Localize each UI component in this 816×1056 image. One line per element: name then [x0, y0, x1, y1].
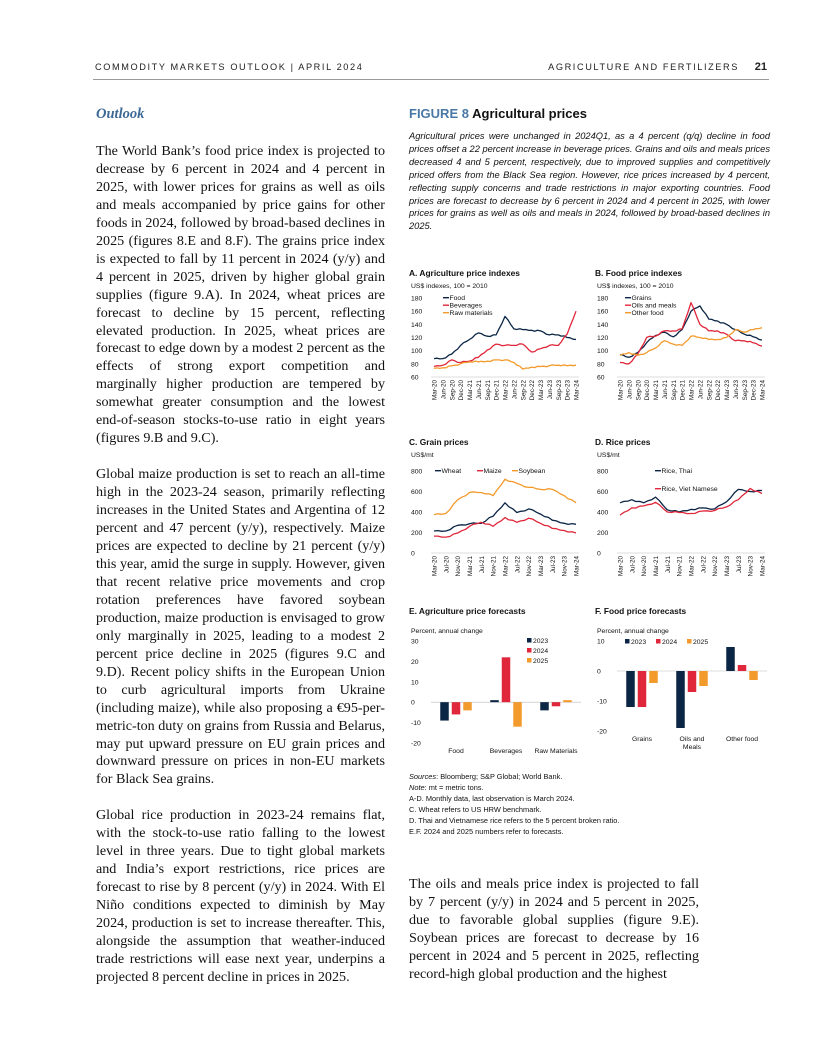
chart-title: A. Agriculture price indexes — [409, 268, 520, 278]
y-axis-label: US$ indexes, 100 = 2010 — [411, 283, 488, 290]
x-tick-label: Mar-23 — [724, 380, 731, 400]
line-chart-grain-prices — [409, 447, 589, 597]
figure-notes — [409, 771, 770, 837]
figure-title-text: Agricultural prices — [472, 106, 587, 121]
chart-title: D. Rice prices — [595, 437, 651, 447]
x-tick-label: Mar-24 — [573, 380, 581, 400]
x-tick-label: Jul-23 — [549, 556, 557, 574]
legend-label: Beverages — [449, 302, 482, 310]
y-tick-label: 180 — [597, 295, 609, 303]
x-tick-label: Jun-22 — [697, 380, 705, 400]
legend-swatch — [527, 638, 532, 643]
y-tick-label: 800 — [411, 468, 423, 476]
y-tick-label: -20 — [597, 728, 607, 736]
running-header — [95, 62, 767, 78]
x-tick-label: Sep-20 — [449, 380, 457, 401]
x-tick-label: Jul-22 — [700, 556, 708, 574]
x-tick-label: Nov-23 — [561, 556, 569, 577]
legend-label: Wheat — [441, 468, 462, 475]
x-tick-label: Sep-23 — [555, 380, 563, 401]
y-tick-label: 80 — [597, 361, 605, 369]
x-tick-label: Dec-21 — [679, 380, 687, 401]
y-tick-label: 600 — [597, 489, 609, 496]
note-line: C. Wheat refers to US HRW benchmark. — [409, 805, 542, 814]
bar — [513, 702, 522, 726]
category-label: Raw Materials — [534, 748, 578, 755]
chart-title: C. Grain prices — [409, 437, 469, 447]
series-line — [620, 328, 762, 356]
line-chart-rice-prices — [595, 447, 775, 597]
series-line — [434, 479, 576, 514]
publication-title: COMMODITY MARKETS OUTLOOK | APRIL 2024 — [95, 62, 364, 72]
x-tick-label: Mar-22 — [502, 556, 510, 576]
bar — [638, 671, 647, 707]
x-tick-label: Mar-20 — [617, 380, 625, 400]
x-tick-label: Mar-22 — [502, 380, 510, 400]
y-axis-label: Percent, annual change — [597, 628, 669, 635]
legend-swatch — [527, 658, 532, 663]
figure-block — [409, 106, 770, 233]
y-tick-label: 0 — [597, 668, 601, 676]
chart-title: F. Food price forecasts — [595, 606, 687, 616]
legend-label: Maize — [483, 468, 502, 475]
x-tick-label: Jul-20 — [629, 556, 637, 574]
y-tick-label: 10 — [597, 638, 605, 646]
right-body-text — [409, 876, 699, 1002]
bar — [699, 671, 708, 686]
x-tick-label: Mar-22 — [688, 380, 696, 400]
x-tick-label: Jun-23 — [546, 380, 554, 400]
y-tick-label: 0 — [597, 550, 601, 558]
x-tick-label: Sep-21 — [484, 380, 492, 401]
bar — [649, 671, 658, 683]
header-divider — [93, 79, 769, 80]
x-tick-label: Dec-21 — [493, 380, 501, 401]
figure-caption: Agricultural prices were unchanged in 2024Q1, as a 4 percent (q/q) decline in food prices offset a 22 percent increase in beverage prices. Grains and oils and meals prices decreased 4 and 5 percent, respectively, due to improved supplies and competitively priced offers from the Black Sea region. However, rice prices increased by 4 percent, reflecting supply concerns and trade restrictions in major exporting countries. Food prices are forecast to decrease by 6 percent in 2024 and 4 percent in 2025, with lower prices for grains as well as oils and meals in 2024, followed by broad-based declines in 2025. — [409, 131, 770, 232]
y-tick-label: -10 — [597, 698, 607, 706]
x-tick-label: Mar-23 — [538, 556, 545, 576]
x-tick-label: Jun-20 — [440, 380, 448, 400]
bar — [463, 702, 472, 710]
bar — [563, 700, 572, 702]
y-tick-label: 120 — [411, 335, 423, 342]
figure-title — [409, 106, 770, 121]
y-tick-label: 800 — [597, 468, 609, 476]
bar — [738, 665, 747, 671]
legend-swatch — [527, 648, 532, 653]
legend-label: Soybean — [518, 468, 546, 475]
y-tick-label: 400 — [411, 509, 423, 517]
legend-label: Food — [449, 295, 465, 302]
x-tick-label: Jun-21 — [661, 380, 669, 400]
figure-number: FIGURE 8 — [409, 106, 469, 121]
x-tick-label: Mar-20 — [617, 556, 625, 576]
y-tick-label: 600 — [411, 489, 423, 496]
series-line — [434, 316, 576, 359]
x-tick-label: Mar-21 — [467, 556, 474, 576]
x-tick-label: Mar-21 — [653, 380, 660, 400]
legend-label: Raw materials — [449, 310, 493, 317]
bar — [552, 702, 561, 706]
category-label: Meals — [682, 744, 702, 751]
bar — [502, 657, 511, 702]
legend-swatch — [687, 639, 692, 644]
x-tick-label: Nov-22 — [712, 556, 720, 577]
chart-panel-e — [409, 606, 589, 766]
x-tick-label: Mar-24 — [759, 556, 767, 576]
legend-label: 2023 — [631, 639, 647, 646]
x-tick-label: Nov-20 — [641, 556, 649, 577]
sources-line: Sources: Bloomberg; S&P Global; World Bank. — [409, 772, 563, 781]
x-tick-label: Mar-23 — [724, 556, 731, 576]
note-line: Note: mt = metric tons. — [409, 783, 484, 792]
x-tick-label: Mar-24 — [573, 556, 581, 576]
y-tick-label: 140 — [411, 321, 423, 329]
category-label: Grains — [631, 736, 653, 743]
y-tick-label: 160 — [411, 308, 423, 316]
y-tick-label: -10 — [411, 720, 421, 728]
legend-label: 2025 — [693, 639, 709, 646]
category-label: Other food — [725, 736, 759, 743]
x-tick-label: Nov-21 — [490, 556, 498, 577]
x-tick-label: Mar-21 — [467, 380, 474, 400]
note-line: A-D. Monthly data, last observation is March 2024. — [409, 794, 575, 803]
x-tick-label: Sep-22 — [520, 380, 528, 401]
bar — [749, 671, 758, 680]
y-axis-label: Percent, annual change — [411, 628, 483, 635]
y-axis-label: US$/mt — [411, 452, 434, 459]
x-tick-label: Mar-20 — [431, 556, 439, 576]
y-tick-label: 140 — [597, 321, 609, 329]
x-tick-label: Mar-20 — [431, 380, 439, 400]
note-line: D. Thai and Vietnamese rice refers to the 5 percent broken ratio. — [409, 816, 620, 825]
category-label: Food — [448, 748, 464, 755]
y-tick-label: 60 — [411, 374, 419, 382]
x-tick-label: Sep-20 — [635, 380, 643, 401]
x-tick-label: Jul-21 — [478, 556, 486, 574]
legend-label: Grains — [631, 295, 652, 302]
x-tick-label: Mar-22 — [688, 556, 696, 576]
x-tick-label: Jul-23 — [735, 556, 743, 574]
legend-label: Rice, Viet Namese — [661, 486, 718, 493]
chart-title: E. Agriculture price forecasts — [409, 606, 526, 616]
line-chart-food-indexes — [595, 278, 775, 428]
chart-panel-b — [595, 268, 775, 428]
x-tick-label: Dec-22 — [529, 380, 537, 401]
legend-label: Rice, Thai — [661, 468, 692, 475]
chart-title: B. Food price indexes — [595, 268, 683, 278]
x-tick-label: Mar-23 — [538, 380, 545, 400]
line-chart-agriculture-indexes — [409, 278, 589, 428]
bar-chart-food-forecasts — [595, 616, 775, 766]
legend-label: 2023 — [533, 638, 549, 645]
x-tick-label: Nov-21 — [676, 556, 684, 577]
body-paragraph: The World Bank’s food price index is projected to decrease by 6 percent in 2024 and 4 percent in 2025, with lower prices for grains as well as oils and meals accompanied by price gains for other foods in 2024, followed by broad-based declines in 2025 (figures 8.E and 8.F). The grains price index is expected to fall by 11 percent in 2024 (y/y) and 4 percent in 2025, driven by higher global grain supplies (figure 9.A). In 2024, wheat prices are forecast to decline by 15 percent, reflecting elevated production. In 2025, wheat prices are forecast to edge down by a modest 2 percent as the effects of strong export competition and marginally higher production are tempered by somewhat greater consumption and the lowest end-of-season stocks-to-use ratio in eight years (figures 9.B and 9.C). — [96, 143, 385, 447]
chapter-title: AGRICULTURE AND FERTILIZERS — [548, 62, 739, 72]
page-number: 21 — [754, 61, 767, 73]
x-tick-label: Dec-20 — [458, 380, 466, 401]
y-axis-label: US$/mt — [597, 452, 620, 459]
x-tick-label: Jul-21 — [664, 556, 672, 574]
y-axis-label: US$ indexes, 100 = 2010 — [597, 283, 674, 290]
body-paragraph: Global maize production is set to reach an all-time high in the 2023-24 season, primarily reflecting increases in the United States and Argentina of 12 percent and 47 percent (y/y), respectively. Maize prices are expected to decline by 21 percent (y/y) this year, amid the surge in supply. However, given that recent relative price movements and crop rotation preferences have favored soybean production, maize production is envisaged to grow only marginally in 2025, leading to a modest 2 percent price decline in 2025 (figures 9.C and 9.D). Recent policy shifts in the European Union to curb agricultural imports from Ukraine (including maize), while also proposing a €95-per-metric-ton duty on grains from Russia and Belarus, may put upward pressure on EU grain prices and downward pressure on prices in non-EU markets for Black Sea grains. — [96, 466, 385, 788]
chart-panel-f — [595, 606, 775, 766]
legend-swatch — [625, 639, 630, 644]
x-tick-label: Jun-20 — [626, 380, 634, 400]
x-tick-label: Dec-20 — [644, 380, 652, 401]
x-tick-label: Jun-22 — [511, 380, 519, 400]
x-tick-label: Mar-21 — [653, 556, 660, 576]
body-paragraph: Global rice production in 2023-24 remains flat, with the stock-to-use ratio falling to the lowest level in three years. Due to tight global markets and India’s export restrictions, rice prices are forecast to rise by 8 percent (y/y) in 2024. With El Niño conditions expected to diminish by May 2024, production is set to increase thereafter. This, alongside the assumption that weather-induced trade restrictions will ease next year, underpins a projected 8 percent decline in prices in 2025. — [96, 807, 385, 985]
x-tick-label: Jul-22 — [514, 556, 522, 574]
y-tick-label: -20 — [411, 740, 421, 748]
bar — [676, 671, 685, 728]
y-tick-label: 0 — [411, 699, 415, 707]
y-tick-label: 20 — [411, 658, 419, 666]
x-tick-label: Jul-20 — [443, 556, 451, 574]
category-label: Oils and — [679, 736, 705, 743]
x-tick-label: Dec-23 — [750, 380, 758, 401]
x-tick-label: Nov-20 — [455, 556, 463, 577]
y-tick-label: 180 — [411, 295, 423, 303]
x-tick-label: Nov-22 — [526, 556, 534, 577]
y-tick-label: 200 — [411, 530, 423, 537]
y-tick-label: 400 — [597, 509, 609, 517]
chart-panel-a — [409, 268, 589, 428]
y-tick-label: 120 — [597, 335, 609, 342]
x-tick-label: Sep-21 — [670, 380, 678, 401]
legend-label: 2024 — [533, 648, 549, 655]
legend-swatch — [656, 639, 661, 644]
x-tick-label: Nov-23 — [747, 556, 755, 577]
legend-label: Oils and meals — [631, 302, 677, 310]
y-tick-label: 0 — [411, 550, 415, 558]
chart-panel-d — [595, 437, 775, 597]
bar — [626, 671, 635, 707]
category-label: Beverages — [489, 748, 523, 755]
body-paragraph: The oils and meals price index is projected to fall by 7 percent (y/y) in 2024 and 5 percent in 2025, due to favorable global supplies (figure 9.E). Soybean prices are forecast to decrease by 16 percent in 2024 and 5 percent in 2025, reflecting record-high global production and the highest — [409, 876, 699, 982]
x-tick-label: Dec-23 — [564, 380, 572, 401]
x-tick-label: Dec-22 — [715, 380, 723, 401]
y-tick-label: 80 — [411, 361, 419, 369]
chart-panel-c — [409, 437, 589, 597]
section-heading: Outlook — [96, 106, 145, 122]
x-tick-label: Sep-22 — [706, 380, 714, 401]
legend-label: 2024 — [662, 639, 678, 646]
left-column — [96, 106, 385, 1005]
note-line: E.F. 2024 and 2025 numbers refer to forecasts. — [409, 827, 564, 836]
x-tick-label: Mar-24 — [759, 380, 767, 400]
x-tick-label: Sep-23 — [741, 380, 749, 401]
bar — [490, 700, 499, 702]
legend-label: Other food — [631, 310, 664, 317]
y-tick-label: 100 — [597, 348, 609, 356]
bar — [726, 647, 735, 671]
legend-label: 2025 — [533, 658, 549, 665]
y-tick-label: 10 — [411, 679, 419, 687]
bar-chart-agriculture-forecasts — [409, 616, 589, 766]
y-tick-label: 200 — [597, 530, 609, 537]
y-tick-label: 160 — [597, 308, 609, 316]
bar — [440, 702, 449, 720]
y-tick-label: 100 — [411, 348, 423, 356]
series-line — [434, 311, 576, 366]
y-tick-label: 30 — [411, 638, 419, 646]
x-tick-label: Jun-23 — [732, 380, 740, 400]
x-tick-label: Jun-21 — [475, 380, 483, 400]
bar — [688, 671, 697, 692]
y-tick-label: 60 — [597, 374, 605, 382]
bar — [452, 702, 461, 714]
bar — [540, 702, 549, 710]
